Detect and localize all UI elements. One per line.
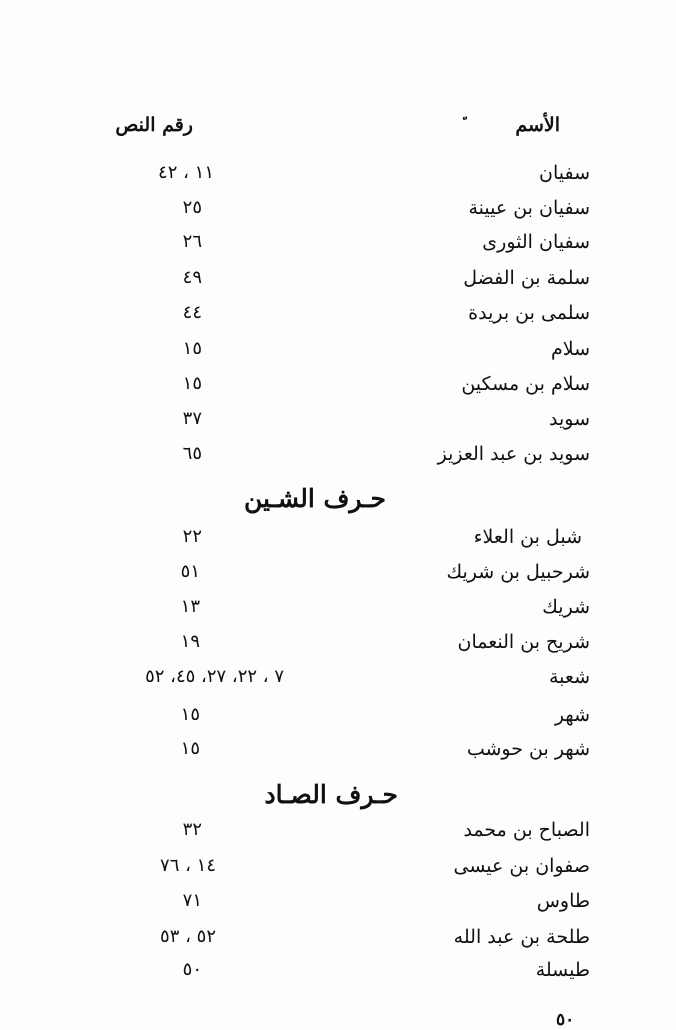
entry-name: شرحبيل بن شريك [446,561,590,583]
list-item [30,700,590,730]
entry-name: شعبة [548,666,590,688]
entry-refs: ٢٢ [182,526,202,547]
entry-refs: ١٩ [180,631,200,652]
entry-name: سلام [550,338,590,360]
entry-name: سفيان بن عيينة [468,197,590,219]
list-item [30,298,590,328]
entry-name: شهر بن حوشب [466,738,590,760]
entry-refs: ٧١ [182,890,202,911]
entry-refs: ١٣ [180,596,200,617]
entry-name: سلام بن مسكين [461,373,590,395]
list-item [30,227,590,257]
entry-name: سفيان [538,162,590,184]
entry-refs: ١٥ [180,704,200,725]
entry-refs: ٢٥ [182,197,202,218]
section-heading-shin: حـرف الشـين [244,484,386,513]
entry-refs: ٥٠ [182,959,202,980]
entry-refs: ٣٧ [182,408,202,429]
entry-refs: ٥١ [180,561,200,582]
list-item [30,851,590,881]
entry-name: طاوس [536,890,590,912]
entry-name: صفوان بن عيسى [453,855,590,877]
list-item [30,557,590,587]
entry-name: شبل بن العلاء [473,526,582,548]
entry-refs: ١٥ [182,338,202,359]
entry-name: سلمة بن الفضل [463,267,590,289]
page-number: ٥٠ [556,1010,575,1030]
list-item [30,815,590,845]
entry-refs: ٣٢ [182,819,202,840]
entry-refs: ١٥ [180,738,200,759]
entry-refs: ٤٩ [182,267,202,288]
entry-refs: ٥٢ ، ٥٣ [160,926,216,947]
entry-refs: ١١ ، ٤٢ [158,162,214,183]
entry-refs: ٢٦ [182,231,202,252]
entry-refs: ٧ ، ٢٢، ٢٧، ٤٥، ٥٢ [145,666,284,687]
list-item [30,369,590,399]
list-item [30,404,590,434]
entry-name: شريح بن النعمان [457,631,590,653]
section-heading-sad: حـرف الصـاد [264,780,398,809]
entry-refs: ٤٤ [182,302,202,323]
entry-name: سفيان الثورى [482,231,590,253]
entry-name: طيسلة [535,959,590,981]
entry-refs: ١٥ [182,373,202,394]
number-column-header: رقم النص [115,114,193,136]
list-item [30,627,590,657]
list-item [30,522,590,552]
entry-name: سلمى بن بريدة [468,302,590,324]
entry-name: شريك [542,596,590,618]
entry-refs: ٦٥ [182,443,202,464]
list-item [30,886,590,916]
list-item [30,734,590,764]
list-item [30,158,590,188]
name-column-header: الأسم [515,114,560,136]
list-item [30,955,590,985]
entry-name: شهر [554,704,590,726]
entry-name: الصباح بن محمد [463,819,590,841]
list-item [30,263,590,293]
entry-name: سويد بن عبد العزيز [437,443,590,465]
list-item [30,439,590,469]
list-item [30,334,590,364]
entry-refs: ١٤ ، ٧٦ [160,855,216,876]
entry-name: طلحة بن عبد الله [453,926,590,948]
list-item [30,922,590,952]
list-item [30,193,590,223]
list-item [30,662,590,692]
entry-name: سويد [549,408,590,430]
list-item [30,592,590,622]
